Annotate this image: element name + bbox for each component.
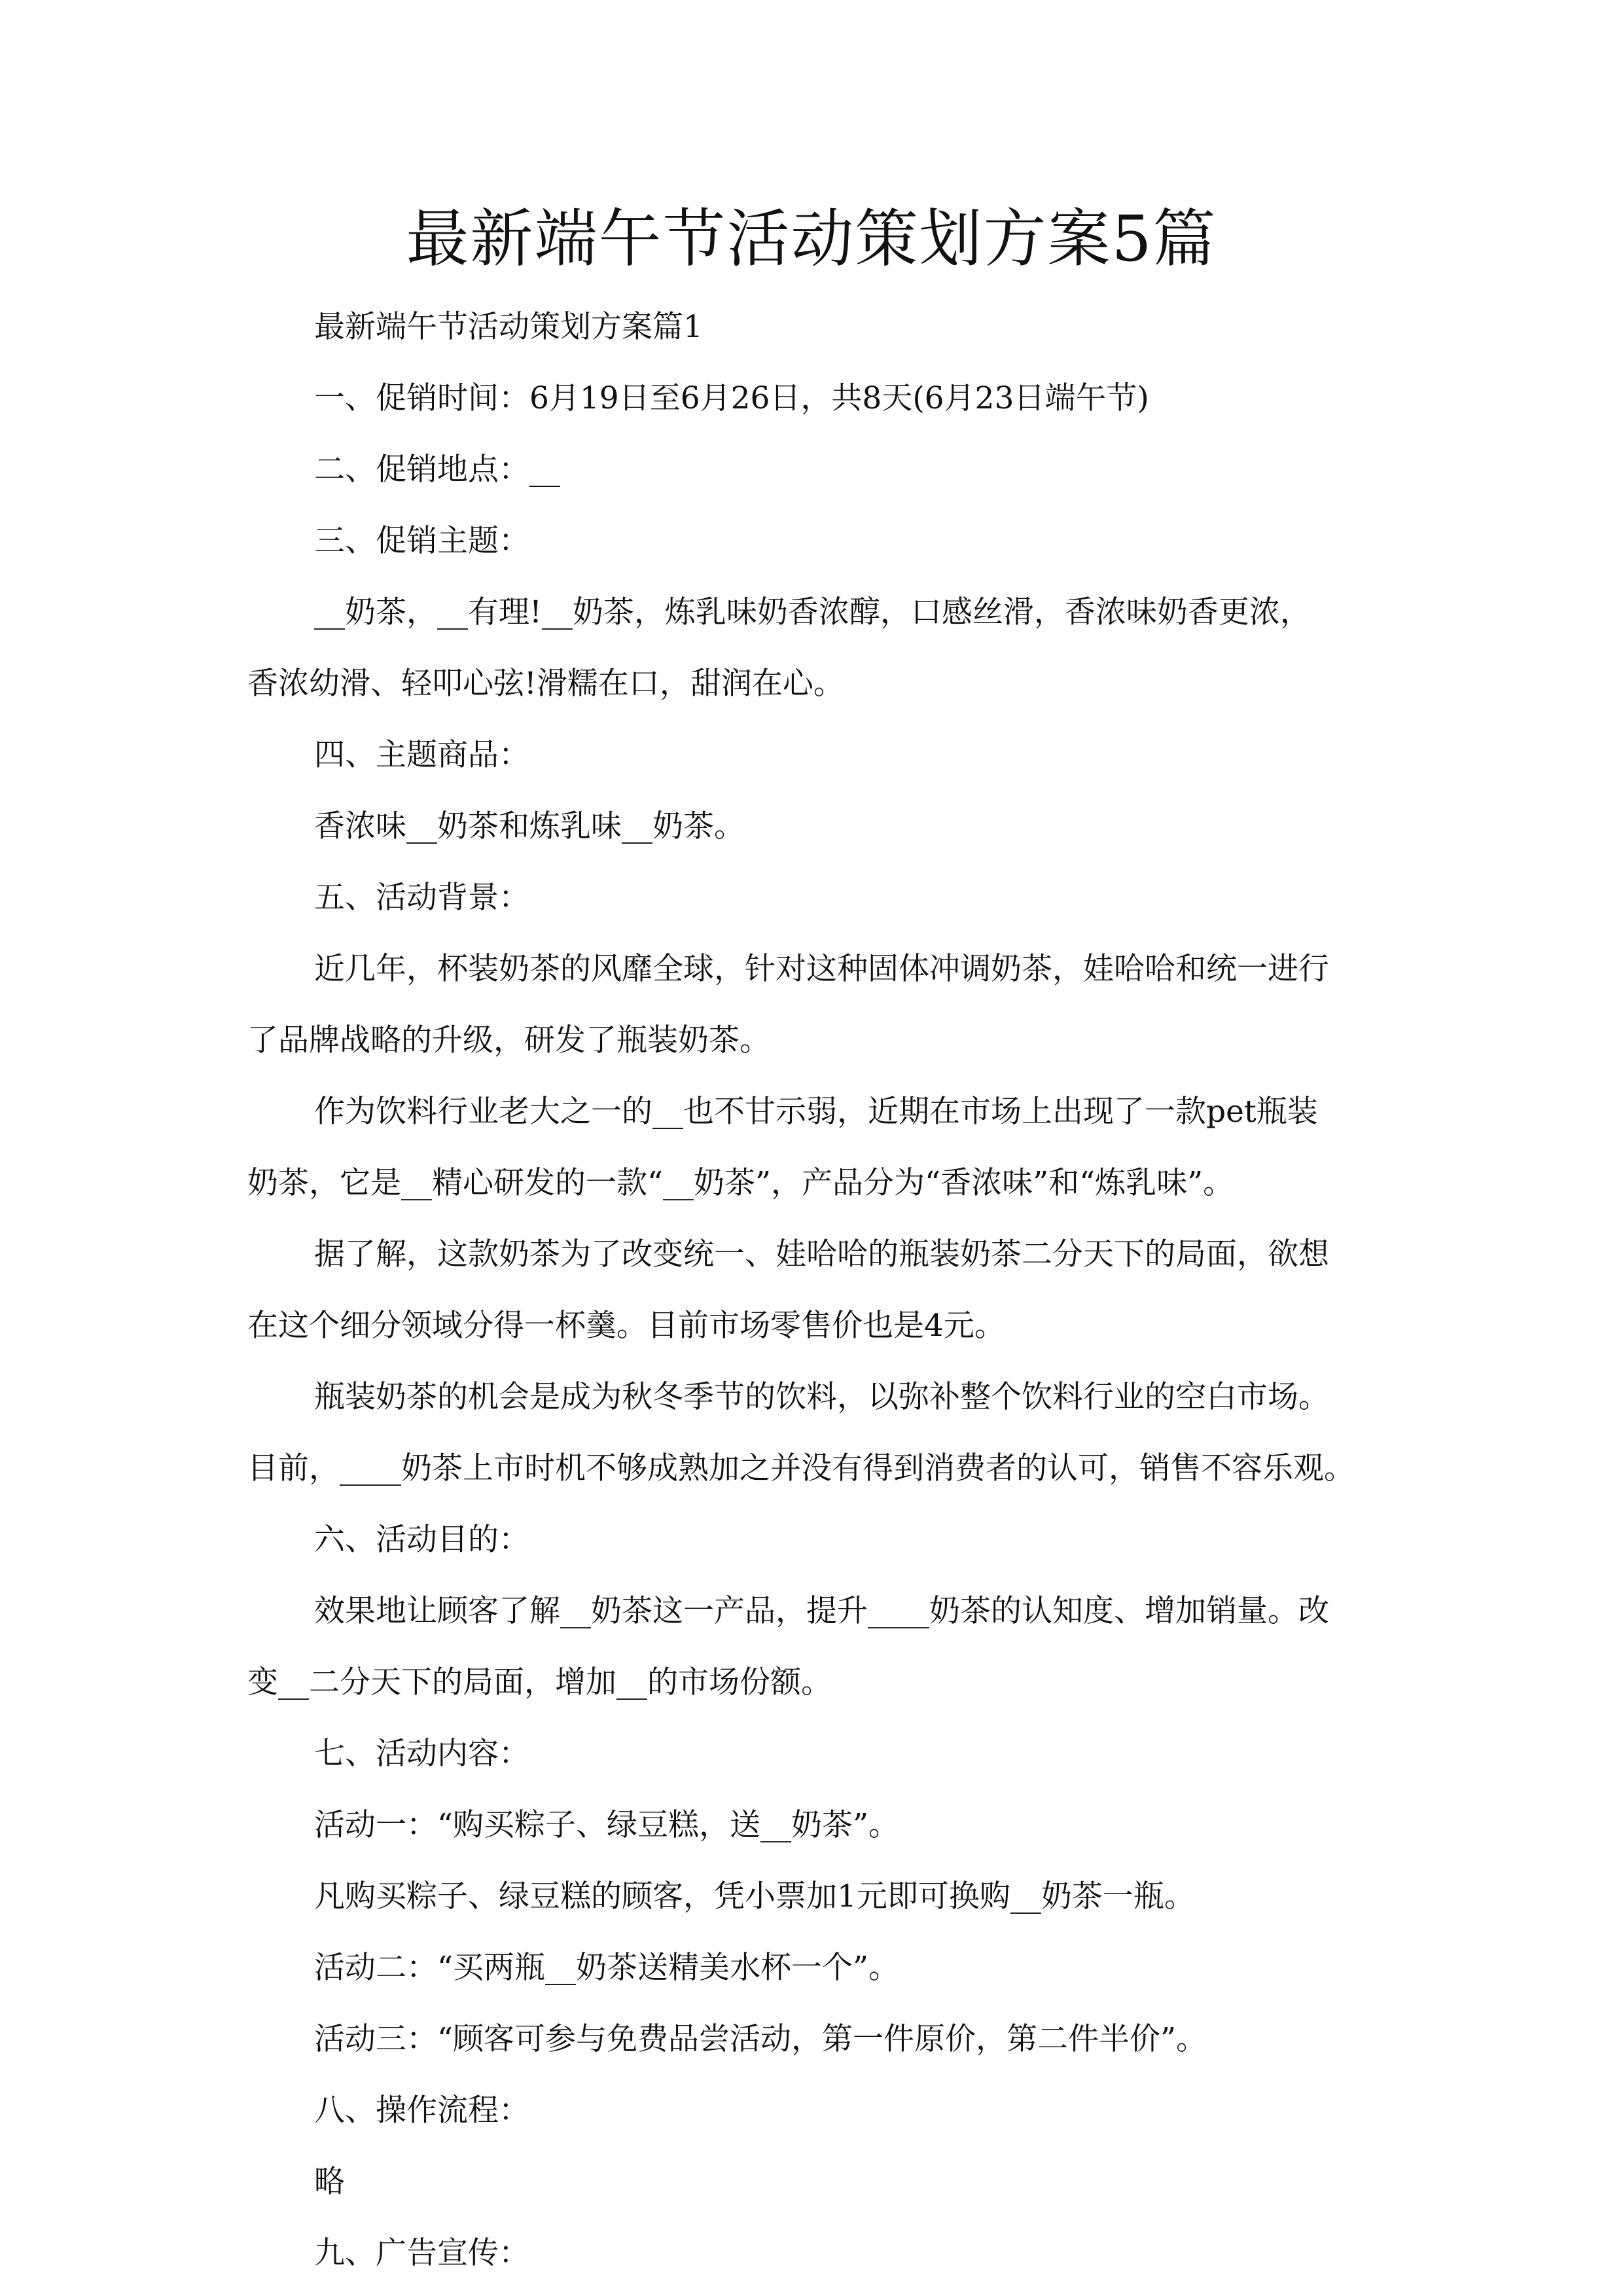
paragraph-line: 略	[314, 2164, 345, 2200]
paragraph-line: 在这个细分领域分得一杯羹。目前市场零售价也是4元。	[247, 1308, 1005, 1344]
document-title: 最新端午节活动策划方案5篇	[406, 202, 1217, 276]
section-heading: 最新端午节活动策划方案篇1	[314, 309, 703, 345]
paragraph-line: 六、活动目的：	[314, 1522, 529, 1558]
paragraph-line: 凡购买粽子、绿豆糕的顾客，凭小票加1元即可换购__奶茶一瓶。	[314, 1878, 1195, 1914]
paragraph-line: 效果地让顾客了解__奶茶这一产品，提升____奶茶的认知度、增加销量。改	[314, 1593, 1329, 1629]
paragraph-line: 二、促销地点：__	[314, 452, 560, 488]
paragraph-line: 香浓味__奶茶和炼乳味__奶茶。	[314, 808, 745, 844]
paragraph-line: 作为饮料行业老大之一的__也不甘示弱，近期在市场上出现了一款pet瓶装	[314, 1094, 1318, 1130]
paragraph-line: 奶茶，它是__精心研发的一款“__奶茶”，产品分为“香浓味”和“炼乳味”。	[247, 1165, 1234, 1201]
paragraph-line: 五、活动背景：	[314, 880, 529, 916]
paragraph-line: 活动一：“购买粽子、绿豆糕，送__奶茶”。	[314, 1807, 900, 1843]
paragraph-line: 活动三：“顾客可参与免费品尝活动，第一件原价，第二件半价”。	[314, 2021, 1207, 2057]
paragraph-line: 据了解，这款奶茶为了改变统一、娃哈哈的瓶装奶茶二分天下的局面，欲想	[314, 1236, 1329, 1272]
paragraph-line: 四、主题商品：	[314, 737, 529, 773]
paragraph-line: 八、操作流程：	[314, 2092, 529, 2128]
paragraph-line: 活动二：“买两瓶__奶茶送精美水杯一个”。	[314, 1950, 900, 1986]
paragraph-line: 近几年，杯装奶茶的风靡全球，针对这种固体冲调奶茶，娃哈哈和统一进行	[314, 951, 1329, 987]
paragraph-line: 香浓幼滑、轻叩心弦!滑糯在口，甜润在心。	[247, 666, 844, 702]
paragraph-line: 变__二分天下的局面，增加__的市场份额。	[247, 1664, 832, 1700]
paragraph-line: 三、促销主题：	[314, 523, 529, 559]
paragraph-line: __奶茶，__有理!__奶茶，炼乳味奶香浓醇，口感丝滑，香浓味奶香更浓，	[314, 594, 1311, 630]
paragraph-line: 一、促销时间：6月19日至6月26日，共8天(6月23日端午节)	[314, 380, 1149, 416]
paragraph-line: 了品牌战略的升级，研发了瓶装奶茶。	[247, 1022, 770, 1058]
paragraph-line: 七、活动内容：	[314, 1736, 529, 1772]
document-body	[247, 291, 1397, 2289]
paragraph-line: 目前，____奶茶上市时机不够成熟加之并没有得到消费者的认可，销售不容乐观。	[247, 1450, 1355, 1486]
paragraph-line: 瓶装奶茶的机会是成为秋冬季节的饮料，以弥补整个饮料行业的空白市场。	[314, 1379, 1329, 1415]
paragraph-line: 九、广告宣传：	[314, 2235, 529, 2271]
